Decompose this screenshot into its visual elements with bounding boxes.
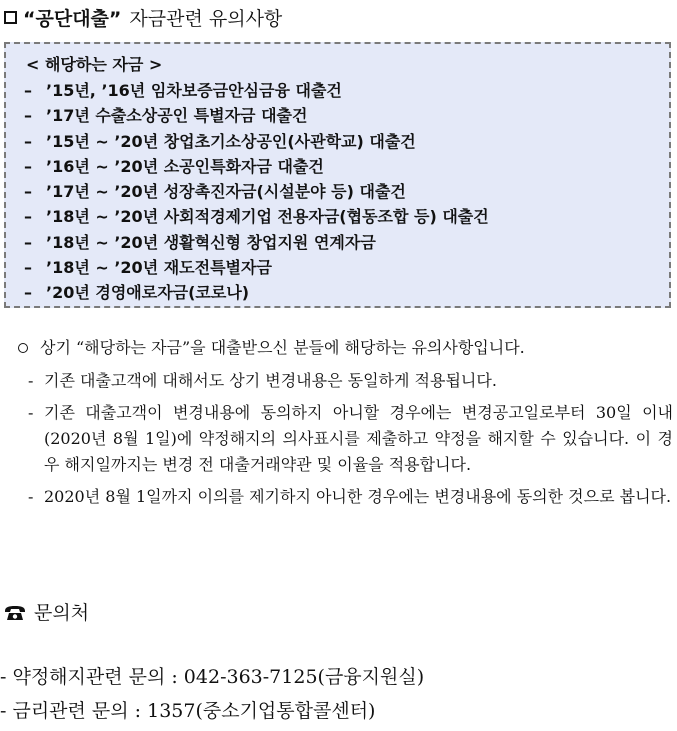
fund-item-text: ’16년 ~ ’20년 소공인특화자금 대출건: [46, 156, 324, 176]
notice-item: [18, 368, 673, 394]
notice-main-text: 상기 “해당하는 자금”을 대출받으신 분들에 해당하는 유의사항입니다.: [40, 338, 525, 357]
contact-row-interest: - 금리관련 문의 : 1357(중소기업통합콜센터): [0, 700, 376, 722]
notice-item-text: 기존 대출고객에 대해서도 상기 변경내용은 동일하게 적용됩니다.: [44, 371, 497, 390]
fund-item-text: ’20년 경영애로자금(코로나): [46, 283, 250, 303]
fund-item: [22, 280, 653, 305]
fund-item: [22, 230, 653, 255]
circle-bullet-icon: [18, 343, 28, 353]
telephone-icon: [4, 604, 26, 620]
fund-item: [22, 179, 653, 204]
fund-list: [22, 78, 653, 306]
contact-title-text: 문의처: [34, 602, 90, 624]
fund-item-text: ’18년 ~ ’20년 생활혁신형 창업지원 연계자금: [46, 232, 376, 252]
header-title: 자금관련 유의사항: [129, 7, 283, 30]
dash-marker: -: [28, 487, 34, 506]
dash-marker: –: [24, 258, 32, 278]
dash-marker: –: [24, 283, 32, 303]
fund-item: [22, 255, 653, 280]
fund-item: [22, 204, 653, 229]
notice-main: [18, 334, 673, 362]
fund-item: [22, 129, 653, 154]
fund-item-text: ’17년 ~ ’20년 성장촉진자금(시설분야 등) 대출건: [46, 182, 406, 202]
dash-marker: -: [28, 403, 34, 422]
applicable-funds-box: [4, 42, 671, 308]
fund-item: [22, 103, 653, 128]
dash-marker: –: [24, 232, 32, 252]
notice-section: [18, 334, 673, 510]
contact-title: [4, 598, 89, 625]
dash-marker: –: [24, 156, 32, 176]
section-header: [4, 2, 282, 32]
header-quote: “공단대출”: [23, 7, 122, 30]
dash-marker: –: [24, 81, 32, 100]
notice-item: [18, 400, 673, 478]
dash-marker: –: [24, 131, 32, 151]
dash-marker: -: [28, 371, 34, 390]
contact-list: [0, 660, 424, 728]
contact-row-termination: - 약정해지관련 문의 : 042-363-7125(금융지원실): [0, 666, 425, 688]
fund-item-text: ’18년 ~ ’20년 재도전특별자금: [46, 258, 272, 278]
fund-item-text: ’18년 ~ ’20년 사회적경제기업 전용자금(협동조합 등) 대출건: [46, 207, 489, 227]
fund-item-text: ’15년 ~ ’20년 창업초기소상공인(사관학교) 대출건: [46, 131, 416, 151]
fund-item-text: ’15년, ’16년 임차보증금안심금융 대출건: [46, 81, 342, 100]
notice-item-text: 2020년 8월 1일까지 이의를 제기하지 아니한 경우에는 변경내용에 동의한 것으로 봅니다.: [44, 487, 672, 506]
dash-marker: –: [24, 207, 32, 227]
checkbox-icon: [4, 11, 17, 24]
notice-item-text: 기존 대출고객이 변경내용에 동의하지 아니할 경우에는 변경공고일로부터 30일 이내(2020년 8월 1일)에 약정해지의 의사표시를 제출하고 약정을 해지할 수 있습니다. 이 경우 해지일까지는 변경 전 대출거래약관 및 이율을 적용합니다.: [44, 403, 673, 474]
dash-marker: –: [24, 106, 32, 126]
fund-item: [22, 78, 653, 103]
fund-box-title: < 해당하는 자금 >: [26, 55, 163, 74]
notice-item: [18, 484, 673, 510]
fund-item-text: ’17년 수출소상공인 특별자금 대출건: [46, 106, 308, 126]
dash-marker: –: [24, 182, 32, 202]
fund-item: [22, 154, 653, 179]
